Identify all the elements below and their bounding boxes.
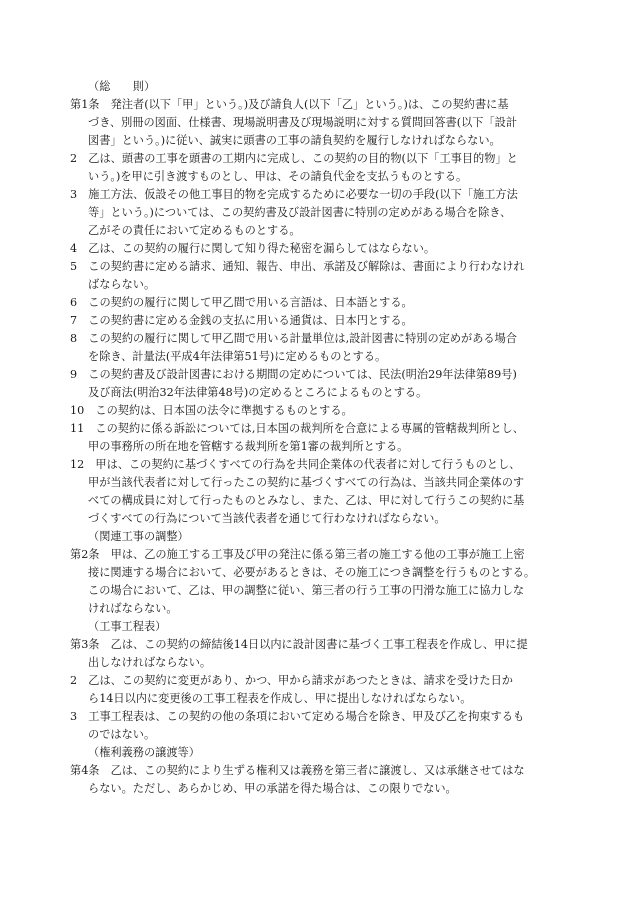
paragraph-continuation-line: 接に関連する場合において、必要があるときは、その施工につき調整を行うものとする。: [88, 566, 536, 579]
paragraph-continuation-line: を除き、計量法(平成4年法律第51号)に定めるものとする。: [88, 350, 387, 363]
paragraph-continuation-line: 甲が当該代表者に対して行ったこの契約に基づくすべての行為は、当該共同企業体のす: [88, 476, 525, 489]
paragraph-first-line: 3 施工方法、仮設その他工事目的物を完成するために必要な一切の手段(以下「施工方法: [70, 188, 518, 201]
paragraph-first-line: 6 この契約の履行に関して甲乙間で用いる言語は、日本語とする。: [70, 296, 413, 309]
paragraph-continuation-line: 等」という。)については、この契約書及び設計図書に特別の定めがある場合を除き、: [88, 206, 512, 219]
paragraph-first-line: 第2条 甲は、乙の施工する工事及び甲の発注に係る第三者の施工する他の工事が施工上密: [70, 548, 525, 561]
paragraph-first-line: 2 乙は、この契約に変更があり、かつ、甲から請求があつたときは、請求を受けた日か: [70, 674, 513, 687]
paragraph-continuation-line: 乙がその責任において定めるものとする。: [88, 224, 301, 237]
paragraph-first-line: 11 この契約に係る訴訟については,日本国の裁判所を合意による専属的管轄裁判所とし、: [70, 422, 524, 435]
paragraph-continuation-line: 出しなければならない。: [88, 656, 212, 669]
paragraph-first-line: 第1条 発注者(以下「甲」という。)及び請負人(以下「乙」という。)は、この契約書に基: [70, 98, 509, 111]
paragraph-continuation-line: のではない。: [88, 728, 156, 741]
paragraph-continuation-line: 甲の事務所の所在地を管轄する裁判所を第1審の裁判所とする。: [88, 440, 409, 453]
contract-text: [70, 78, 562, 798]
paragraph-first-line: 8 この契約の履行に関して甲乙間で用いる計量単位は,設計図書に特別の定めがある場合: [70, 332, 517, 345]
paragraph-first-line: 第4条 乙は、この契約により生ずる権利又は義務を第三者に譲渡し、又は承継させてはな: [70, 764, 525, 777]
paragraph-continuation-line: いう。)を甲に引き渡すものとし、甲は、その請負代金を支払うものとする。: [88, 170, 468, 183]
paragraph-first-line: 3 工事工程表は、この契約の他の条項において定める場合を除き、甲及び乙を拘束するも: [70, 710, 525, 723]
section-heading: （権利義務の譲渡等）: [88, 746, 200, 759]
paragraph-continuation-line: 図書」という。)に従い、誠実に頭書の工事の請負契約を履行しなければならない。: [88, 134, 501, 147]
paragraph-continuation-line: ければならない。: [88, 602, 178, 615]
paragraph-continuation-line: らない。ただし、あらかじめ、甲の承諾を得た場合は、この限りでない。: [88, 782, 457, 795]
paragraph-first-line: 12 甲は、この契約に基づくすべての行為を共同企業体の代表者に対して行うものとし、: [70, 458, 521, 471]
paragraph-continuation-line: べての構成員に対して行ったものとみなし、また、乙は、甲に対して行うこの契約に基: [88, 494, 525, 507]
paragraph-first-line: 7 この契約書に定める金銭の支払に用いる通貨は、日本円とする。: [70, 314, 413, 327]
section-heading: （総 則）: [88, 80, 156, 93]
paragraph-first-line: 4 乙は、この契約の履行に関して知り得た秘密を漏らしてはならない。: [70, 242, 436, 255]
paragraph-continuation-line: ばならない。: [88, 278, 156, 291]
paragraph-continuation-line: この場合において、乙は、甲の調整に従い、第三者の行う工事の円滑な施工に協力しな: [88, 584, 525, 597]
section-heading: （関連工事の調整）: [88, 530, 189, 543]
paragraph-first-line: 10 この契約は、日本国の法令に準拠するものとする。: [70, 404, 353, 417]
paragraph-continuation-line: づくすべての行為について当該代表者を通じて行わなければならない。: [88, 512, 446, 525]
paragraph-continuation-line: ら14日以内に変更後の工事工程表を作成し、甲に提出しなければならない。: [88, 692, 472, 705]
paragraph-first-line: 5 この契約書に定める請求、通知、報告、申出、承諾及び解除は、書面により行わなけれ: [70, 260, 525, 273]
paragraph-first-line: 第3条 乙は、この契約の締結後14日以内に設計図書に基づく工事工程表を作成し、甲に提: [70, 638, 528, 651]
paragraph-continuation-line: 及び商法(明治32年法律第48号)の定めるところによるものとする。: [88, 386, 428, 399]
paragraph-first-line: 9 この契約書及び設計図書における期間の定めについては、民法(明治29年法律第89号): [70, 368, 517, 381]
paragraph-continuation-line: づき、別冊の図面、仕様書、現場説明書及び現場説明に対する質問回答書(以下「設計: [88, 116, 518, 129]
paragraph-first-line: 2 乙は、頭書の工事を頭書の工期内に完成し、この契約の目的物(以下「工事目的物」と: [70, 152, 518, 165]
section-heading: （工事工程表）: [88, 620, 167, 633]
